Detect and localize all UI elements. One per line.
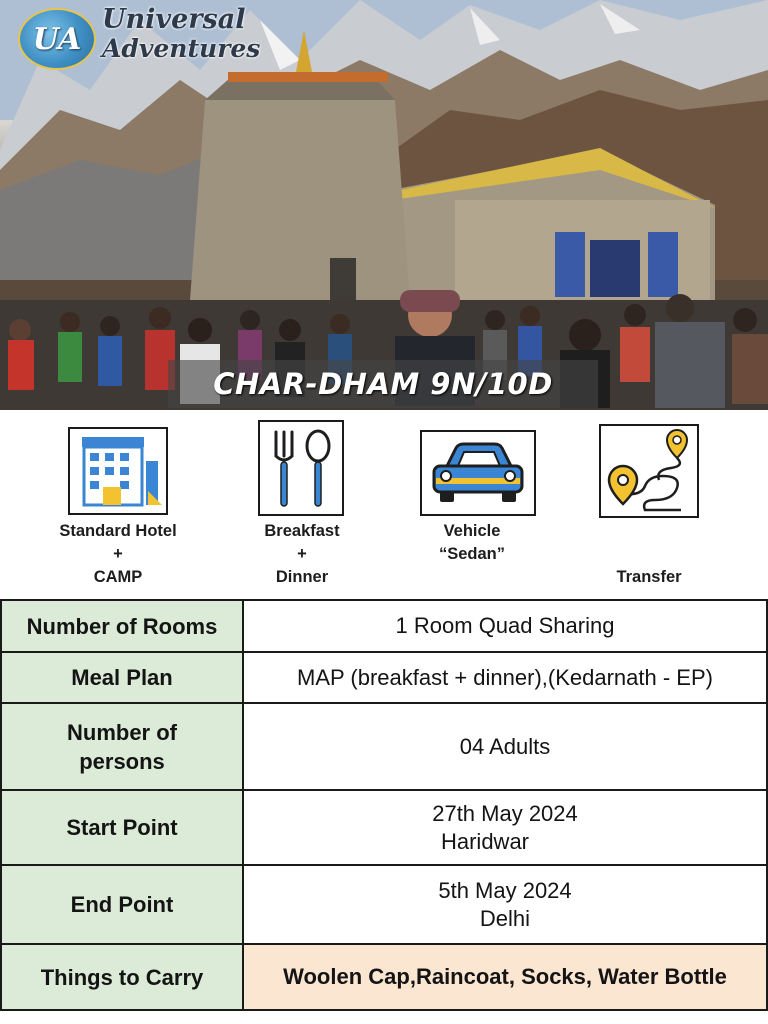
vehicle-label-line: Vehicle xyxy=(443,522,501,540)
hotel-label-line: + xyxy=(113,545,123,563)
meal-label-line: Breakfast xyxy=(264,522,340,540)
table-row-rooms xyxy=(1,600,767,652)
rooms-label: Number of Rooms xyxy=(1,600,243,652)
table-row-start xyxy=(1,790,767,865)
end-place: Delhi xyxy=(479,905,531,931)
package-details-table xyxy=(0,599,768,1011)
start-point-value xyxy=(243,790,767,865)
persons-value: 04 Adults xyxy=(243,703,767,790)
persons-label-line: persons xyxy=(79,748,165,774)
brand-name-line2: Adventures xyxy=(102,34,261,63)
package-title: CHAR-DHAM 9N/10D xyxy=(213,367,553,401)
end-point-label: End Point xyxy=(1,865,243,944)
brand-logo xyxy=(14,6,274,68)
end-point-value xyxy=(243,865,767,944)
meal-plan-label: Meal Plan xyxy=(1,652,243,703)
start-place: Haridwar xyxy=(440,828,530,854)
hero-banner xyxy=(0,0,768,410)
start-date: 27th May 2024 xyxy=(432,800,578,826)
meal-label-line: Dinner xyxy=(275,568,329,586)
start-point-label: Start Point xyxy=(1,790,243,865)
logo-mark: UA xyxy=(32,22,82,57)
meal-plan-value: MAP (breakfast + dinner),(Kedarnath - EP) xyxy=(243,652,767,703)
route-map-icon xyxy=(601,426,697,516)
fork-spoon-icon xyxy=(260,422,342,514)
hotel-icon xyxy=(70,429,166,513)
hotel-feature-label xyxy=(40,520,196,589)
vehicle-feature-label xyxy=(400,520,544,566)
vehicle-feature-box xyxy=(420,430,536,516)
hotel-label-line: Standard Hotel xyxy=(59,522,177,540)
transfer-label-line: Transfer xyxy=(616,568,682,586)
globe-logo-icon xyxy=(18,8,96,70)
hotel-label-line: CAMP xyxy=(93,568,143,586)
table-row-meal xyxy=(1,652,767,703)
meal-label-line: + xyxy=(297,545,307,563)
end-date: 5th May 2024 xyxy=(438,877,572,903)
package-title-band xyxy=(168,360,598,408)
hotel-feature-box xyxy=(68,427,168,515)
table-row-persons xyxy=(1,703,767,790)
car-icon xyxy=(422,432,534,514)
persons-label xyxy=(1,703,243,790)
things-to-carry-label: Things to Carry xyxy=(1,944,243,1010)
things-to-carry-value: Woolen Cap,Raincoat, Socks, Water Bottle xyxy=(243,944,767,1010)
table-row-end xyxy=(1,865,767,944)
vehicle-label-line: “Sedan” xyxy=(438,545,506,563)
inclusions-row xyxy=(0,412,768,598)
transfer-feature-box xyxy=(599,424,699,518)
persons-label-line: Number of xyxy=(67,719,177,745)
rooms-value: 1 Room Quad Sharing xyxy=(243,600,767,652)
meal-feature-box xyxy=(258,420,344,516)
table-row-carry xyxy=(1,944,767,1010)
meal-feature-label xyxy=(230,520,374,589)
brand-name-line1: Universal xyxy=(102,4,246,35)
